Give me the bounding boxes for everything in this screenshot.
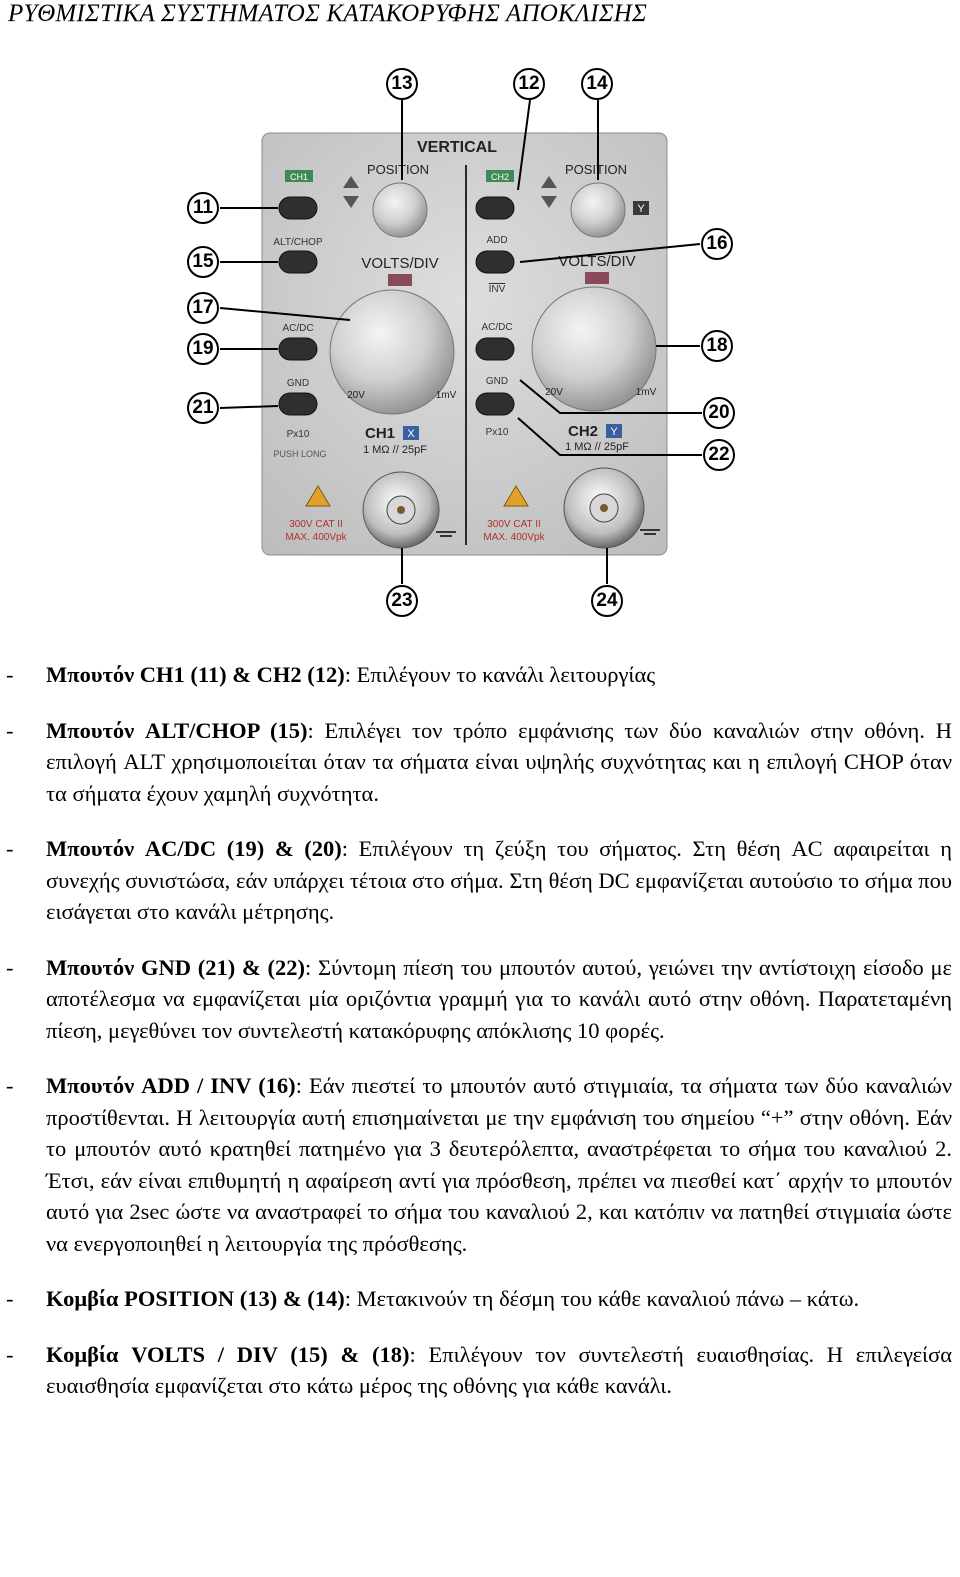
ch1-tag: CH1	[289, 172, 309, 182]
callout-22: 22	[703, 439, 735, 471]
page-title: ΡΥΘΜΙΣΤΙΚΑ ΣΥΣΤΗΜΑΤΟΣ ΚΑΤΑΚΟΡΥΦΗΣ ΑΠΟΚΛΙΣΗΣ	[8, 0, 648, 27]
paragraph-add-inv: - Μπουτόν ADD / INV (16): Εάν πιεστεί το μπουτόν αυτό στιγμιαία, τα σήματα των δύο καναλιών προστίθενται. Η λειτουργία αυτή επισημαίνεται με την εμφάνιση του σημείου “+” στην οθόνη. Εάν το μπουτόν αυτό κρατηθεί πατημένο για 3 δευτερόλεπτα, αναστρέφεται το σήμα του καναλιού 2. Έτσι, εάν είναι επιθυμητή η αφαίρεση αντί για πρόσθεση, πρέπει να πιεσθεί κατ΄ αρχήν το μπουτόν αυτό για 2sec ώστε να αναστραφεί το σήμα του καναλιού 2, και κατόπιν να πατηθεί στιγμιαία ώστε να ενεργοποιηθεί η λειτουργία της πρόσθεσης.	[6, 1073, 952, 1256]
ch1-range-low: 20V	[347, 390, 365, 401]
paragraph-position-title: Κομβία POSITION (13) & (14)	[46, 1286, 345, 1311]
callout-14: 14	[581, 68, 613, 100]
ch2-gnd-label: GND	[485, 376, 509, 387]
callout-18: 18	[701, 330, 733, 362]
ch1-input-label: CH1	[364, 425, 396, 442]
ch2-inv-label: INV	[488, 284, 506, 295]
paragraph-alt-chop-title: Μπουτόν ALT/CHOP (15)	[46, 717, 308, 743]
alt-chop-button	[279, 251, 317, 273]
panel-header: VERTICAL	[417, 139, 497, 156]
ch1-position-label: POSITION	[366, 162, 430, 177]
ch2-warning-max: MAX. 400Vpk	[483, 532, 545, 543]
ch2-position-label: POSITION	[564, 162, 628, 177]
paragraph-volts-div-text: : Επιλέγουν τον συντελεστή ευαισθησίας. Η επιλεγείσα ευαισθησία εμφανίζεται στο κάτω μέρος της οθόνης για κάθε κανάλι.	[46, 1341, 952, 1398]
callout-11: 11	[187, 192, 219, 224]
ch1-alt-chop-label: ALT/CHOP	[273, 237, 323, 248]
paragraph-gnd-title: Μπουτόν GND (21) & (22)	[46, 954, 305, 980]
ch2-input-axis: Y	[610, 426, 618, 438]
callout-20: 20	[703, 397, 735, 429]
ch1-px10-label: Px10	[286, 429, 310, 440]
paragraph-ch-buttons: - Μπουτόν CH1 (11) & CH2 (12): Επιλέγουν το κανάλι λειτουργίας	[6, 662, 656, 687]
ch2-axis-y: Y	[637, 203, 645, 215]
ch1-ac-dc-button	[279, 338, 317, 360]
paragraph-add-inv-title: Μπουτόν ADD / INV (16)	[46, 1073, 296, 1098]
ch2-px10-label: Px10	[485, 427, 509, 438]
paragraph-volts-div-title: Κομβία VOLTS / DIV (15) & (18)	[46, 1341, 410, 1367]
paragraph-ac-dc-title: Μπουτόν AC/DC (19) & (20)	[46, 836, 342, 861]
paragraph-alt-chop: - Μπουτόν ALT/CHOP (15): Επιλέγει τον τρόπο εμφάνισης των δύο καναλιών στην οθόνη. Η επιλογή ALT χρησιμοποιείται όταν τα σήματα είναι υψηλής συχνότητας και η επιλογή CHOP όταν τα σήματα έχουν χαμηλή συχνότητα.	[6, 717, 952, 806]
ch1-gnd-label: GND	[286, 378, 310, 389]
ch2-gnd-button	[476, 393, 514, 415]
callout-21: 21	[187, 392, 219, 424]
ch2-range-low: 20V	[545, 387, 563, 398]
ch1-range-high: 1mV	[435, 390, 457, 401]
paragraph-volts-div: - Κομβία VOLTS / DIV (15) & (18): Επιλέγουν τον συντελεστή ευαισθησίας. Η επιλεγείσα ευαισθησία εμφανίζεται στο κάτω μέρος της οθόνης για κάθε κανάλι.	[6, 1341, 952, 1398]
paragraph-ac-dc-text: : Επιλέγουν τη ζεύξη του σήματος. Στη θέση AC αφαιρείται η συνεχής συνιστώσα, εάν υπάρχει τέτοια στο σήμα. Στη θέση DC εμφανίζεται αυτούσιο το σήμα που εισάγεται στο κανάλι μέτρησης.	[46, 836, 952, 924]
callout-19: 19	[187, 333, 219, 365]
callout-17: 17	[187, 292, 219, 324]
paragraph-position-text: : Μετακινούν τη δέσμη του κάθε καναλιού πάνω – κάτω.	[344, 1286, 860, 1311]
ch1-button	[279, 197, 317, 219]
ch1-ac-dc-label: AC/DC	[282, 323, 314, 334]
paragraph-gnd-text: : Σύντομη πίεση του μπουτόν αυτού, γειώνει την αντίστοιχη είσοδο με αποτέλεσμα να εμφανίζεται μία οριζόντια γραμμή για το κανάλι αυτό στην οθόνη. Παρατεταμένη πίεση, μεγεθύνει τον συντελεστή κατακόρυφης απόκλισης 10 φορές.	[46, 954, 952, 1043]
ch2-impedance: 1 MΩ // 25pF	[565, 441, 629, 453]
callout-16: 16	[701, 228, 733, 260]
callout-12: 12	[513, 68, 545, 100]
callout-24: 24	[591, 585, 623, 617]
ch2-tag: CH2	[490, 172, 510, 182]
paragraph-ac-dc: - Μπουτόν AC/DC (19) & (20): Επιλέγουν τη ζεύξη του σήματος. Στη θέση AC αφαιρείται η συνεχής συνιστώσα, εάν υπάρχει τέτοια στο σήμα. Στη θέση DC εμφανίζεται αυτούσιο το σήμα που εισάγεται στο κανάλι μέτρησης.	[6, 836, 952, 924]
ch1-volts-div-label: VOLTS/DIV	[361, 255, 439, 272]
callout-13: 13	[386, 68, 418, 100]
paragraph-gnd: - Μπουτόν GND (21) & (22): Σύντομη πίεση του μπουτόν αυτού, γειώνει την αντίστοιχη είσοδο με αποτέλεσμα να εμφανίζεται μία οριζόντια γραμμή για το κανάλι αυτό στην οθόνη. Παρατεταμένη πίεση, μεγεθύνει τον συντελεστή κατακόρυφης απόκλισης 10 φορές.	[6, 954, 952, 1043]
ch1-input-axis: X	[407, 428, 415, 440]
paragraph-ch-buttons-text: : Επιλέγουν το κανάλι λειτουργίας	[344, 662, 656, 687]
paragraph-add-inv-text: : Εάν πιεστεί το μπουτόν αυτό στιγμιαία, τα σήματα των δύο καναλιών προστίθενται. Η λειτουργία αυτή επισημαίνεται με την εμφάνιση του σημείου “+” στην οθόνη. Εάν το μπουτόν αυτό κρατηθεί πατημένο για 3 δευτερόλεπτα, αναστρέφεται το σήμα του καναλιού 2. Έτσι, εάν είναι επιθυμητή η αφαίρεση αντί για πρόσθεση, πρέπει να πιεσθεί κατ΄ αρχήν το μπουτόν αυτό για 2sec ώστε να αναστραφεί το σήμα του καναλιού 2, και κατόπιν να πατηθεί στιγμιαία ώστε να ενεργοποιηθεί η λειτουργία της πρόσθεσης.	[46, 1073, 952, 1256]
callout-23: 23	[386, 585, 418, 617]
paragraph-alt-chop-text: : Επιλέγει τον τρόπο εμφάνισης των δύο καναλιών στην οθόνη. Η επιλογή ALT χρησιμοποιείται όταν τα σήματα είναι υψηλής συχνότητας και η επιλογή CHOP όταν τα σήματα έχουν χαμηλή συχνότητα.	[46, 717, 952, 806]
ch2-ac-dc-label: AC/DC	[481, 322, 513, 333]
paragraph-position: - Κομβία POSITION (13) & (14): Μετακινούν τη δέσμη του κάθε καναλιού πάνω – κάτω.	[6, 1286, 860, 1311]
ch2-warning-cat: 300V CAT II	[487, 519, 541, 530]
ch1-gnd-button	[279, 393, 317, 415]
ch2-range-high: 1mV	[635, 387, 657, 398]
callout-15: 15	[187, 246, 219, 278]
ch2-ac-dc-button	[476, 338, 514, 360]
add-inv-button	[476, 251, 514, 273]
oscilloscope-vertical-panel	[0, 0, 960, 640]
ch2-input-label: CH2	[567, 423, 599, 440]
ch1-warning-max: MAX. 400Vpk	[285, 532, 347, 543]
ch1-warning-cat: 300V CAT II	[289, 519, 343, 530]
paragraph-ch-buttons-title: Μπουτόν CH1 (11) & CH2 (12)	[46, 662, 345, 687]
ch2-button	[476, 197, 514, 219]
ch1-impedance: 1 MΩ // 25pF	[363, 444, 427, 456]
ch1-push-long-label: PUSH LONG	[273, 449, 327, 459]
ch1-position-knob	[373, 183, 427, 237]
ch2-volts-div-label: VOLTS/DIV	[558, 253, 636, 270]
description-list	[6, 659, 952, 1402]
ch2-add-label: ADD	[486, 235, 508, 246]
ch2-position-knob	[571, 183, 625, 237]
